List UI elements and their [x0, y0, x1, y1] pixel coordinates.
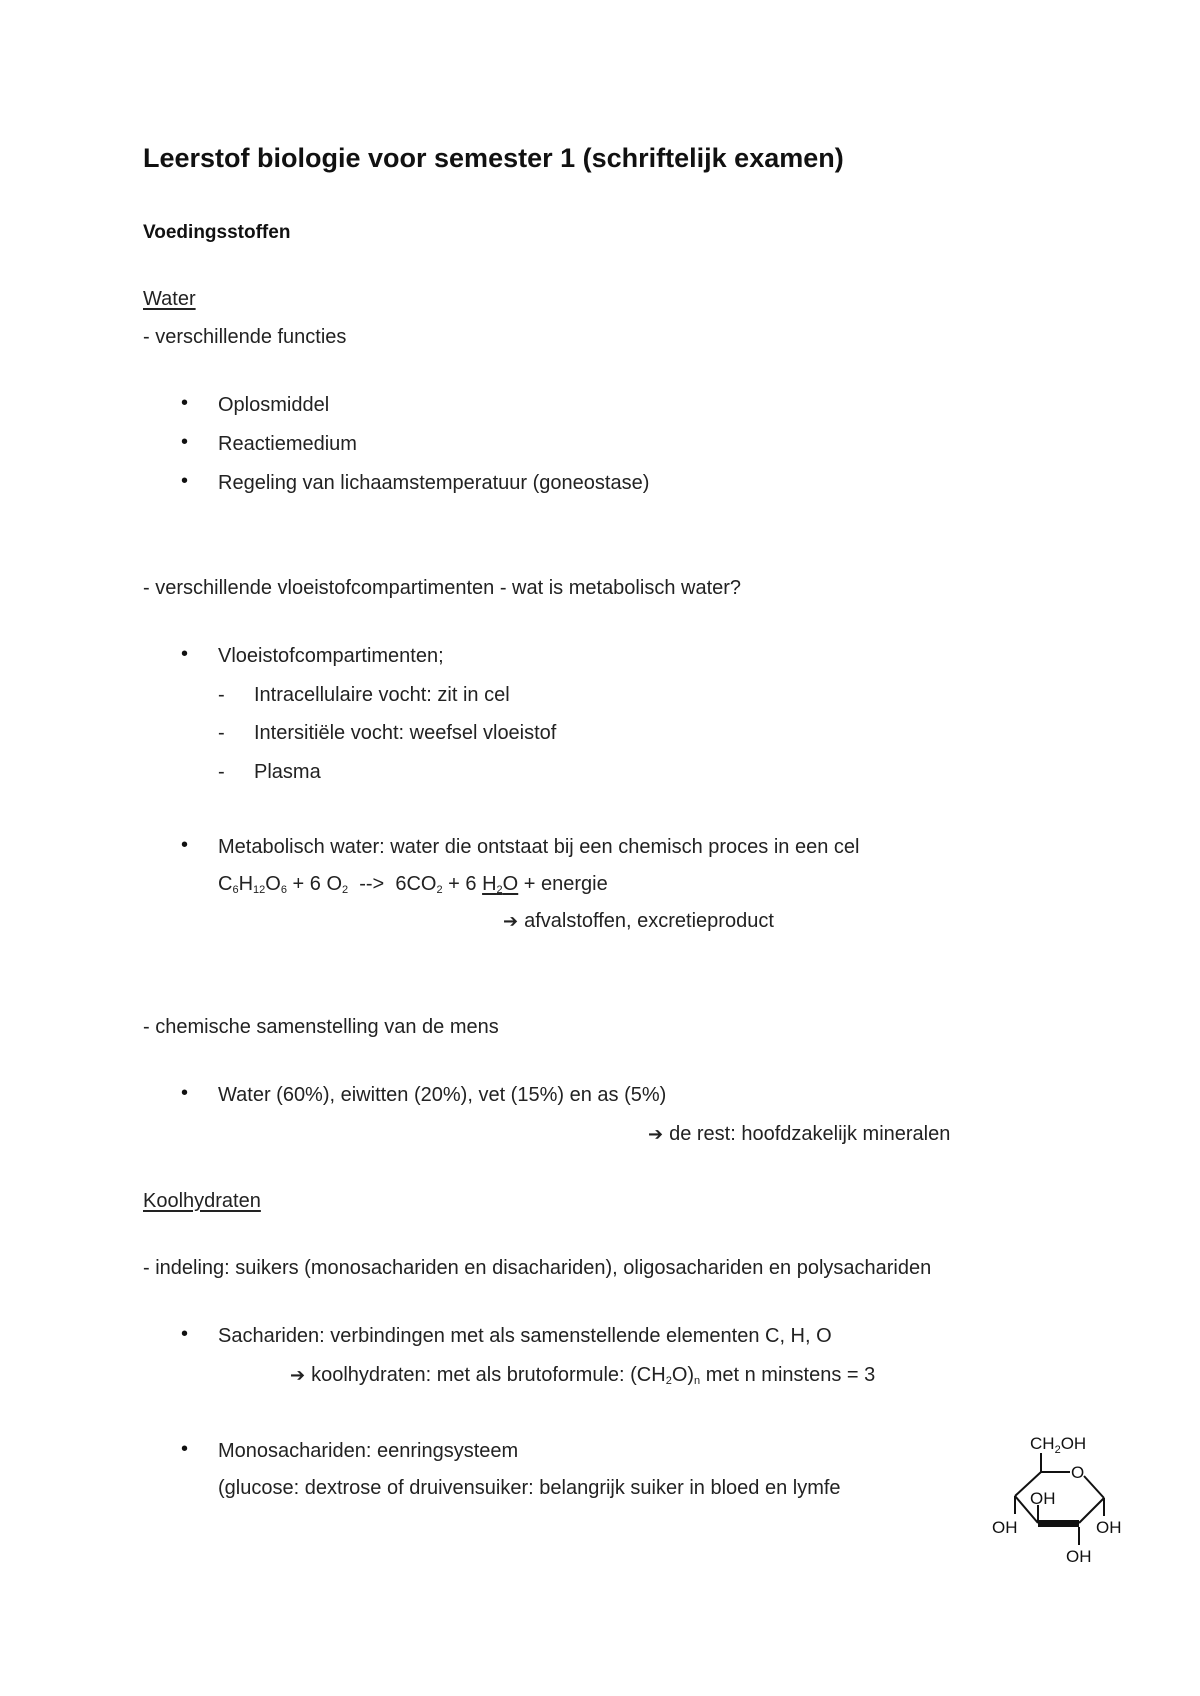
reaction-equation: $C_6H_{12}O_6 + 6$ $O_2$ --> $6CO_2 + 6$ $H_2O$ + energie: [218, 873, 608, 896]
oh-label: OH: [1030, 1489, 1056, 1508]
compartments-intro: - verschillende vloeistofcompartimenten - wat is metabolisch water?: [143, 577, 742, 599]
bullet-icon: •: [181, 431, 189, 453]
arrow-right-icon: ➔: [290, 1365, 306, 1385]
rest-text: de rest: hoofdzakelijk mineralen: [669, 1123, 951, 1145]
water-heading: Water: [143, 288, 196, 310]
ch2oh-label: $CH_2OH$: [1030, 1434, 1087, 1456]
formula-line: ➔ koolhydraten: met als brutoformule: $(CH_2O)_n$ met n minstens = 3: [290, 1364, 876, 1387]
bullet-icon: •: [181, 1438, 189, 1460]
compartment-item: Intersitiële vocht: weefsel vloeistof: [254, 722, 557, 744]
compartments-label: Vloeistofcompartimenten;: [218, 645, 444, 667]
oh-label: OH: [1066, 1547, 1092, 1566]
ring-oxygen-label: O: [1071, 1463, 1085, 1482]
dash-marker: -: [218, 722, 225, 744]
bullet-icon: •: [181, 834, 189, 856]
function-item: Reactiemedium: [218, 433, 357, 455]
function-item: Oplosmiddel: [218, 394, 330, 416]
bullet-icon: •: [181, 1082, 189, 1104]
compartment-item: Plasma: [254, 761, 321, 783]
composition-text: Water (60%), eiwitten (20%), vet (15%) en as (5%): [218, 1084, 667, 1106]
bold-bond-wedge: [1038, 1520, 1079, 1527]
arrow-right-icon: ➔: [503, 911, 519, 931]
arrow-right-icon: ➔: [648, 1124, 664, 1144]
dash-marker: -: [218, 761, 225, 783]
sacchariden-text: Sachariden: verbindingen met als samenstellende elementen C, H, O: [218, 1325, 832, 1347]
oh-label: OH: [1096, 1518, 1122, 1537]
compartment-item: Intracellulaire vocht: zit in cel: [254, 684, 510, 706]
carbs-heading: Koolhydraten: [143, 1190, 261, 1212]
metabolic-text: Metabolisch water: water die ontstaat bij een chemisch proces in een cel: [218, 836, 860, 858]
bullet-icon: •: [181, 1323, 189, 1345]
glucose-structure-diagram: [990, 1432, 1140, 1582]
waste-text: afvalstoffen, excretieproduct: [524, 910, 774, 932]
bond-line: [1084, 1476, 1104, 1498]
monosachariden-text: Monosachariden: eenringsysteem: [218, 1440, 519, 1462]
glucose-text: (glucose: dextrose of druivensuiker: belangrijk suiker in bloed en lymfe: [218, 1477, 841, 1499]
section-heading: Voedingsstoffen: [143, 222, 291, 243]
composition-intro: - chemische samenstelling van de mens: [143, 1016, 499, 1038]
rest-line: [648, 1123, 950, 1146]
functions-intro: - verschillende functies: [143, 326, 347, 348]
waste-line: [503, 910, 774, 933]
bullet-icon: •: [181, 470, 189, 492]
function-item: Regeling van lichaamstemperatuur (goneostase): [218, 472, 650, 494]
bullet-icon: •: [181, 643, 189, 665]
carbs-intro: - indeling: suikers (monosachariden en disachariden), oligosachariden en polysachariden: [143, 1257, 932, 1279]
page-title: Leerstof biologie voor semester 1 (schriftelijk examen): [143, 143, 844, 173]
bullet-icon: •: [181, 392, 189, 414]
dash-marker: -: [218, 684, 225, 706]
oh-label: OH: [992, 1518, 1018, 1537]
